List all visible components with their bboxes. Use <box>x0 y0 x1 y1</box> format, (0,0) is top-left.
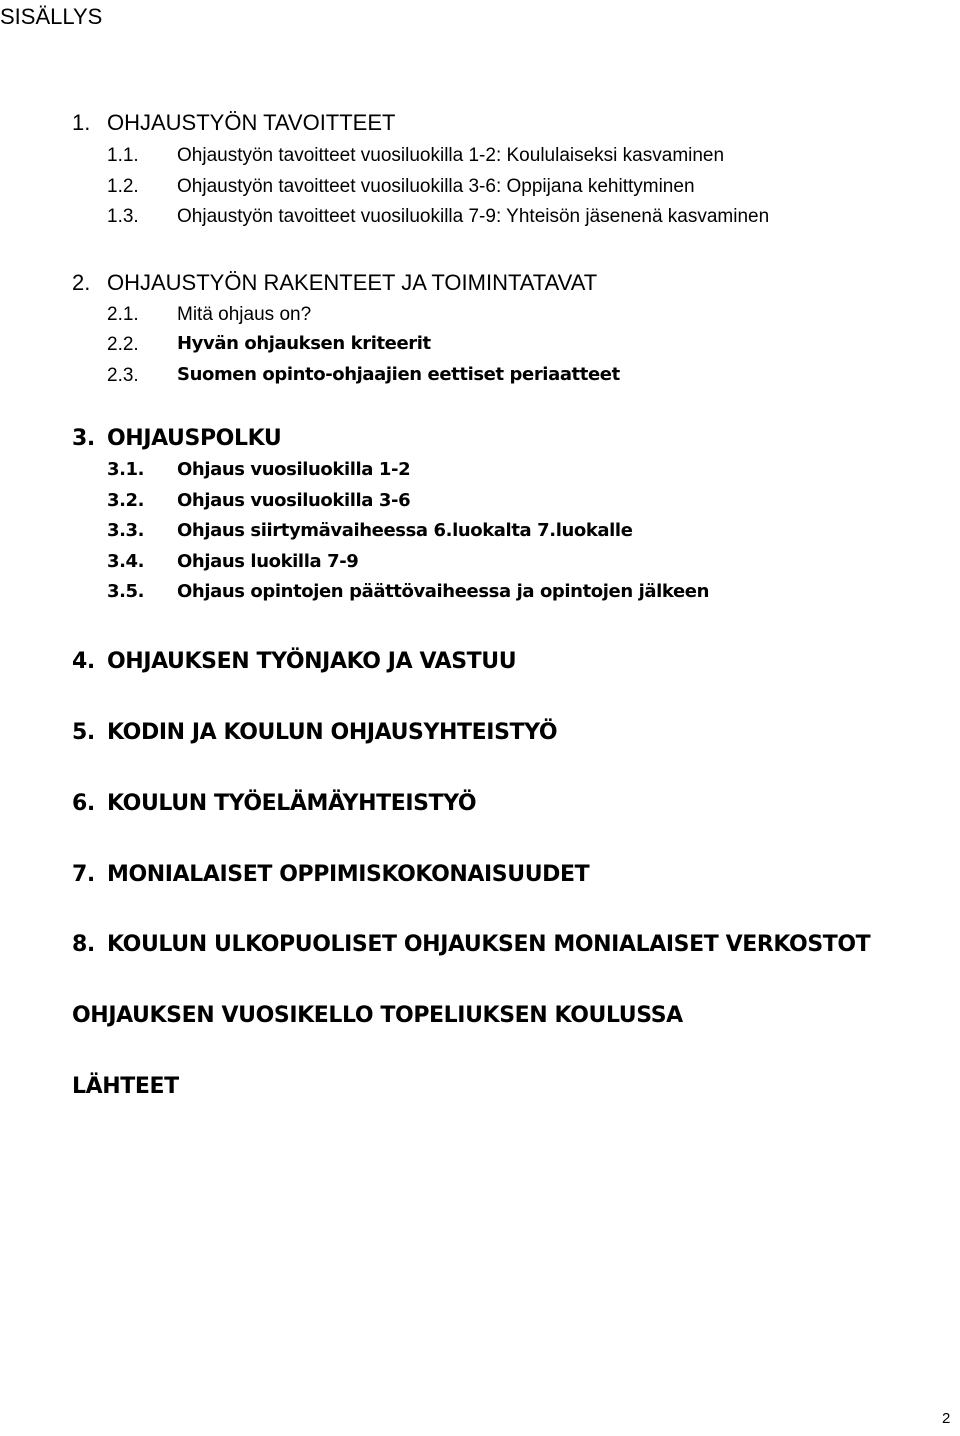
toc-subsection-title[interactable]: Ohjaus luokilla 7-9 <box>177 551 359 572</box>
toc-section-title[interactable]: OHJAUKSEN TYÖNJAKO JA VASTUU <box>107 649 517 674</box>
toc-subsection-number: 1.1. <box>107 145 139 166</box>
toc-subsection-title[interactable]: Ohjaus opintojen päättövaiheessa ja opintojen jälkeen <box>177 581 710 602</box>
toc-section-title[interactable]: OHJAUSPOLKU <box>107 426 282 451</box>
toc-section-title[interactable]: OHJAUSTYÖN TAVOITTEET <box>107 110 396 135</box>
toc-subsection-title[interactable]: Ohjaus vuosiluokilla 1-2 <box>177 459 411 480</box>
toc-subsection-number: 3.2. <box>107 490 145 511</box>
toc-section-title[interactable]: MONIALAISET OPPIMISKOKONAISUUDET <box>107 862 590 887</box>
toc-entry-vuosikello[interactable]: OHJAUKSEN VUOSIKELLO TOPELIUKSEN KOULUSSA <box>72 1003 683 1028</box>
toc-subsection-title[interactable]: Suomen opinto-ohjaajien eettiset periaatteet <box>177 364 620 385</box>
toc-section-number: 1. <box>72 110 91 135</box>
toc-entry-lahteet[interactable]: LÄHTEET <box>72 1074 179 1099</box>
toc-section-title[interactable]: KOULUN ULKOPUOLISET OHJAUKSEN MONIALAISET VERKOSTOT <box>107 932 871 957</box>
toc-subsection-number: 1.3. <box>107 206 139 227</box>
toc-subsection-title[interactable]: Ohjaustyön tavoitteet vuosiluokilla 1-2: Koululaiseksi kasvaminen <box>177 145 725 166</box>
toc-section-number: 2. <box>72 270 91 295</box>
toc-section-number: 4. <box>72 649 95 674</box>
toc-subsection-title[interactable]: Hyvän ohjauksen kriteerit <box>177 333 431 354</box>
toc-section-number: 6. <box>72 791 95 816</box>
page-title: SISÄLLYS <box>0 4 103 29</box>
toc-section-number: 5. <box>72 720 95 745</box>
toc-section-title[interactable]: KODIN JA KOULUN OHJAUSYHTEISTYÖ <box>107 720 558 745</box>
toc-subsection-title[interactable]: Ohjaus siirtymävaiheessa 6.luokalta 7.luokalle <box>177 520 633 541</box>
toc-subsection-title[interactable]: Ohjaustyön tavoitteet vuosiluokilla 7-9: Yhteisön jäsenenä kasvaminen <box>177 206 770 227</box>
toc-subsection-number: 3.3. <box>107 520 145 541</box>
toc-section-number: 8. <box>72 932 95 957</box>
toc-subsection-number: 3.1. <box>107 459 145 480</box>
toc-subsection-title[interactable]: Mitä ohjaus on? <box>177 304 312 325</box>
toc-section-title[interactable]: KOULUN TYÖELÄMÄYHTEISTYÖ <box>107 791 477 816</box>
toc-section-number: 7. <box>72 862 95 887</box>
toc-subsection-title[interactable]: Ohjaustyön tavoitteet vuosiluokilla 3-6: Oppijana kehittyminen <box>177 176 695 197</box>
page-number: 2 <box>942 1410 951 1427</box>
toc-subsection-number: 2.2. <box>107 334 139 355</box>
toc-subsection-number: 3.5. <box>107 581 145 602</box>
toc-subsection-number: 1.2. <box>107 176 139 197</box>
toc-subsection-number: 2.1. <box>107 304 139 325</box>
toc-subsection-number: 2.3. <box>107 365 139 386</box>
toc-section-number: 3. <box>72 426 95 451</box>
toc-section-title[interactable]: OHJAUSTYÖN RAKENTEET JA TOIMINTATAVAT <box>107 270 598 295</box>
toc-subsection-number: 3.4. <box>107 551 145 572</box>
toc-subsection-title[interactable]: Ohjaus vuosiluokilla 3-6 <box>177 490 411 511</box>
